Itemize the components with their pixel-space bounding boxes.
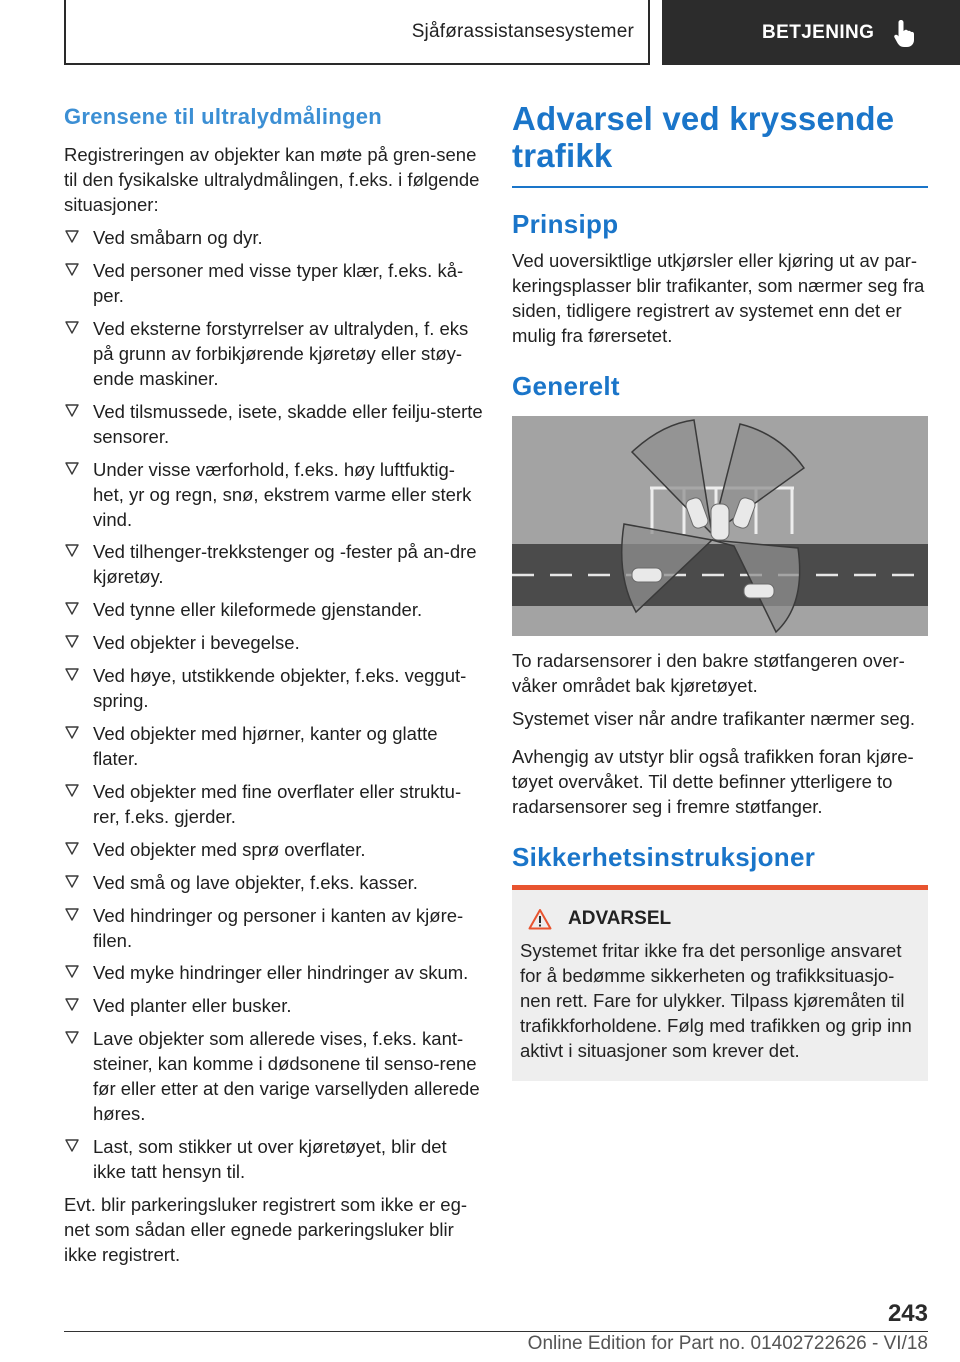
limit-item-text: Ved objekter med fine overflater eller struktu‐rer, f.eks. gjerder. bbox=[93, 780, 462, 827]
warning-label: ADVARSEL bbox=[568, 908, 672, 929]
left-column bbox=[64, 100, 484, 1267]
limit-item-text: Ved småbarn og dyr. bbox=[93, 227, 263, 248]
limit-item-text: Ved små og lave objekter, f.eks. kasser. bbox=[93, 871, 418, 893]
limit-item-text: Ved hindringer og personer i kanten av kjøre‐filen. bbox=[93, 904, 464, 951]
section-title-text: Sjåførassistansesystemer bbox=[411, 20, 634, 42]
triangle-bullet-icon bbox=[65, 633, 79, 649]
limit-item-text: Ved planter eller busker. bbox=[93, 995, 292, 1017]
limit-item bbox=[64, 663, 484, 713]
footer-rule bbox=[64, 1331, 928, 1332]
limit-item bbox=[64, 993, 484, 1018]
page-number: 243 bbox=[887, 1300, 928, 1327]
warning-text: Systemet fritar ikke fra det personlige ansvaret for å bedømme sikkerheten og trafikksituasjo‐nen rett. Fare for ulykker. Tilpass kjøremåten til trafikkforholdene. Følg med trafikken og grip inn aktivt i situasjoner som krever det. bbox=[520, 940, 912, 1061]
triangle-bullet-icon bbox=[65, 1029, 79, 1045]
limit-item bbox=[64, 258, 484, 308]
limit-item bbox=[64, 960, 484, 985]
ultrasound-limits-heading: Grensene til ultralydmålingen bbox=[64, 104, 382, 129]
limits-list bbox=[64, 225, 484, 1184]
triangle-bullet-icon bbox=[65, 840, 79, 856]
limit-item-text: Ved personer med visse typer klær, f.eks. kå‐per. bbox=[93, 259, 464, 306]
section-title bbox=[64, 0, 650, 65]
limit-item bbox=[64, 870, 484, 895]
limit-item bbox=[64, 225, 484, 250]
limit-item bbox=[64, 779, 484, 829]
triangle-bullet-icon bbox=[65, 600, 79, 616]
limit-item bbox=[64, 457, 484, 532]
limit-item bbox=[64, 837, 484, 862]
general-paragraph-2: Systemet viser når andre trafikanter nærmer seg. bbox=[512, 708, 916, 729]
limit-item-text: Under visse værforhold, f.eks. høy luftfuktig‐het, yr og regn, snø, ekstrem varme eller sterk vind. bbox=[93, 458, 472, 530]
triangle-bullet-icon bbox=[65, 782, 79, 798]
limit-item bbox=[64, 903, 484, 953]
general-paragraph-3: Avhengig av utstyr blir også trafikken foran kjøre‐tøyet overvåket. Til dette befinner ytterligere to radarsensorer seg i fremre støtfanger. bbox=[512, 746, 914, 817]
triangle-bullet-icon bbox=[65, 261, 79, 277]
triangle-bullet-icon bbox=[65, 963, 79, 979]
title-rule bbox=[512, 186, 928, 188]
triangle-bullet-icon bbox=[65, 1137, 79, 1153]
limit-item bbox=[64, 316, 484, 391]
limit-item-text: Ved objekter med hjørner, kanter og glatte flater. bbox=[93, 723, 438, 770]
principle-text: Ved uoversiktlige utkjørsler eller kjøring ut av par‐keringsplasser blir trafikanter, som nærmer seg fra siden, tidligere registrert av systemet enn det er mulig fra førersetet. bbox=[512, 250, 925, 346]
triangle-bullet-icon bbox=[65, 996, 79, 1012]
limit-item bbox=[64, 539, 484, 589]
warning-header bbox=[528, 908, 920, 930]
warning-box bbox=[512, 885, 928, 1081]
limit-item-text: Ved tilhenger-trekkstenger og -fester på an‐dre kjøretøy. bbox=[93, 541, 477, 588]
limit-item bbox=[64, 1026, 484, 1126]
limit-item bbox=[64, 721, 484, 771]
triangle-bullet-icon bbox=[65, 724, 79, 740]
radar-coverage-illustration bbox=[512, 416, 928, 636]
cross-traffic-title: Advarsel ved kryssende trafikk bbox=[512, 100, 895, 174]
pointing-hand-icon bbox=[892, 18, 918, 48]
chapter-title-text: BETJENING bbox=[762, 21, 875, 43]
triangle-bullet-icon bbox=[65, 460, 79, 476]
limit-item-text: Ved objekter i bevegelse. bbox=[93, 632, 300, 654]
limit-item-text: Last, som stikker ut over kjøretøyet, blir det ikke tatt hensyn til. bbox=[93, 1136, 447, 1183]
triangle-bullet-icon bbox=[65, 402, 79, 418]
limit-item bbox=[64, 399, 484, 449]
limit-item-text: Ved eksterne forstyrrelser av ultralyden, f. eks på grunn av forbikjørende kjøretøy eller støy‐ende maskiner. bbox=[93, 317, 469, 389]
limit-item-text: Lave objekter som allerede vises, f.eks. kant‐steiner, kan komme i dødsonene til senso‐rene før eller etter at den varige varsellyden allerede høres. bbox=[93, 1028, 480, 1125]
warning-triangle-icon bbox=[528, 908, 552, 930]
limit-item-text: Ved myke hindringer eller hindringer av skum. bbox=[93, 962, 469, 984]
limit-item bbox=[64, 1134, 484, 1184]
limit-item bbox=[64, 597, 484, 622]
ultrasound-outro: Evt. blir parkeringsluker registrert som ikke er eg‐net som sådan eller egnede parkeringsluker blir ikke registrert. bbox=[64, 1194, 468, 1266]
triangle-bullet-icon bbox=[65, 319, 79, 335]
limit-item-text: Ved tynne eller kileformede gjenstander. bbox=[93, 599, 423, 621]
triangle-bullet-icon bbox=[65, 873, 79, 889]
triangle-bullet-icon bbox=[65, 228, 79, 244]
general-heading: Generelt bbox=[512, 371, 620, 401]
limit-item-text: Ved objekter med sprø overflater. bbox=[93, 838, 366, 860]
edition-footer: Online Edition for Part no. 01402722626 - VI/18 bbox=[527, 1333, 928, 1354]
limit-item-text: Ved høye, utstikkende objekter, f.eks. veggut‐spring. bbox=[93, 665, 467, 712]
triangle-bullet-icon bbox=[65, 906, 79, 922]
chapter-tab bbox=[662, 0, 960, 65]
page-header bbox=[0, 0, 960, 66]
triangle-bullet-icon bbox=[65, 542, 79, 558]
right-column bbox=[512, 100, 928, 1081]
principle-heading: Prinsipp bbox=[512, 209, 619, 239]
ultrasound-intro: Registreringen av objekter kan møte på gren‐sene til den fysikalske ultralydmålingen, f.eks. i følgende situasjoner: bbox=[64, 144, 480, 215]
limit-item bbox=[64, 630, 484, 655]
triangle-bullet-icon bbox=[65, 666, 79, 682]
safety-heading: Sikkerhetsinstruksjoner bbox=[512, 842, 816, 872]
general-paragraph-1: To radarsensorer i den bakre støtfangeren over‐våker området bak kjøretøyet. bbox=[512, 650, 905, 696]
limit-item-text: Ved tilsmussede, isete, skadde eller feilju‐sterte sensorer. bbox=[93, 400, 483, 447]
